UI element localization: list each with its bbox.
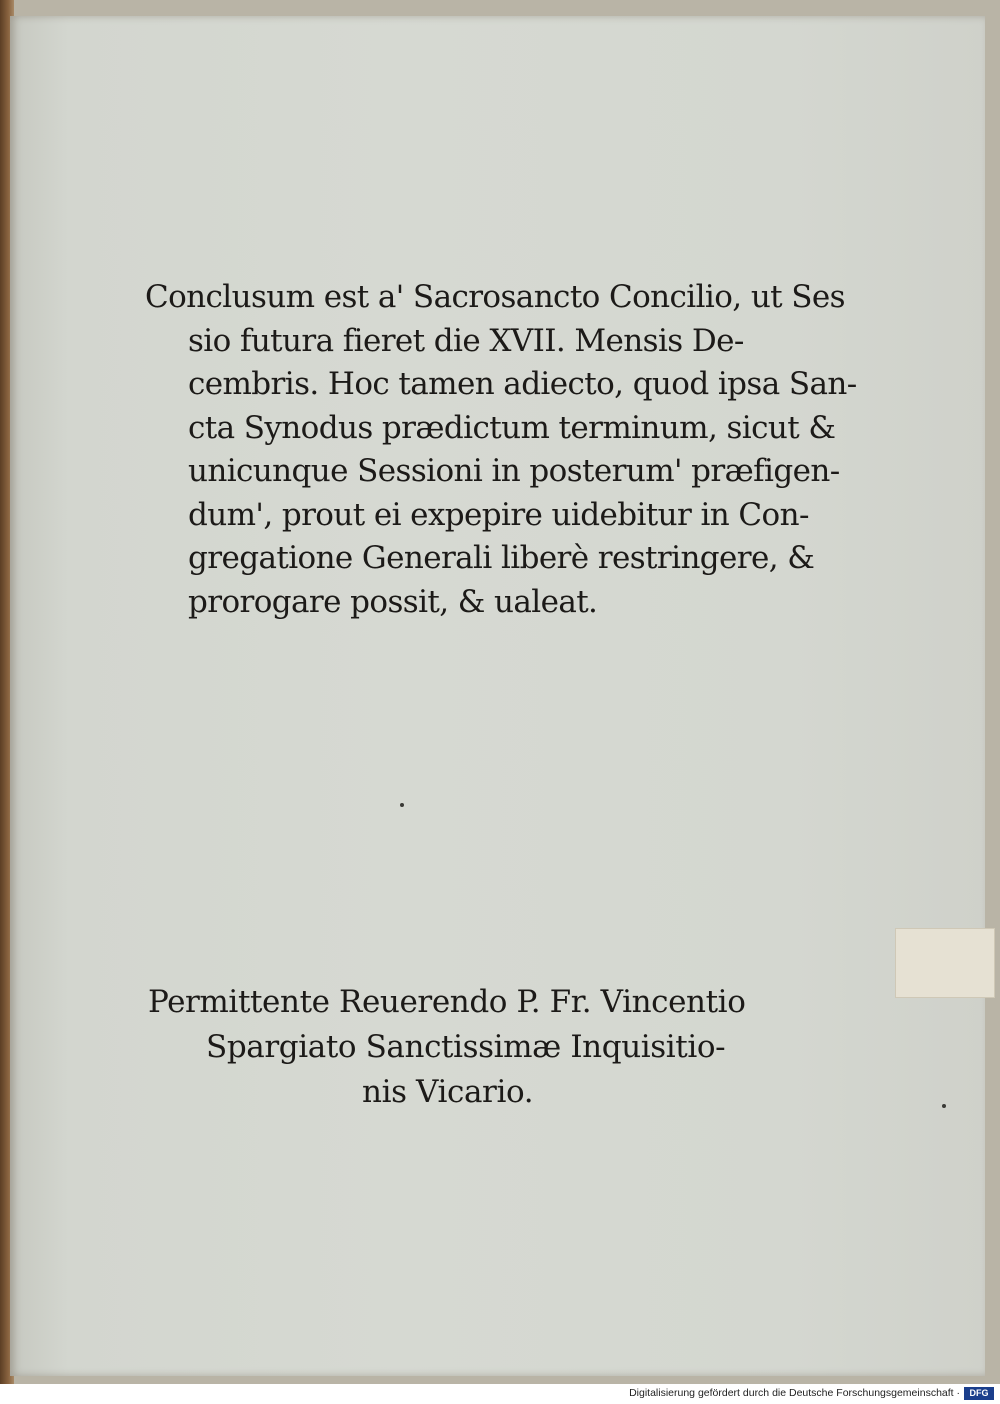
paper-page xyxy=(10,16,985,1376)
footer-bar xyxy=(0,1384,1000,1404)
imprimatur-line: nis Vicario. xyxy=(362,1074,534,1110)
body-line: cembris. Hoc tamen adiecto, quod ipsa San- xyxy=(188,366,857,402)
funding-credit: Digitalisierung gefördert durch die Deutsche Forschungsgemeinschaft · xyxy=(629,1387,960,1399)
body-line: unicunque Sessioni in posterum' præfigen- xyxy=(188,453,840,489)
imprimatur-line: Permittente Reuerendo P. Fr. Vincentio xyxy=(148,984,746,1020)
imprimatur-block xyxy=(148,980,788,1115)
body-line: gregatione Generali liberè restringere, & xyxy=(188,540,815,576)
body-line: Conclusum est a' Sacrosancto Concilio, ut Ses xyxy=(145,279,845,315)
body-line: prorogare possit, & ualeat. xyxy=(188,583,598,620)
main-paragraph xyxy=(145,276,857,624)
ink-speck xyxy=(400,803,404,807)
body-line: sio futura fieret die XVII. Mensis De- xyxy=(188,322,744,359)
imprimatur-line: Spargiato Sanctissimæ Inquisitio- xyxy=(206,1029,726,1065)
body-line: dum', prout ei expepire uidebitur in Con- xyxy=(188,496,809,533)
body-line: cta Synodus prædictum terminum, sicut & xyxy=(188,409,836,446)
ink-speck xyxy=(942,1104,946,1108)
dfg-logo: DFG xyxy=(964,1387,994,1400)
paper-slip xyxy=(895,928,995,998)
